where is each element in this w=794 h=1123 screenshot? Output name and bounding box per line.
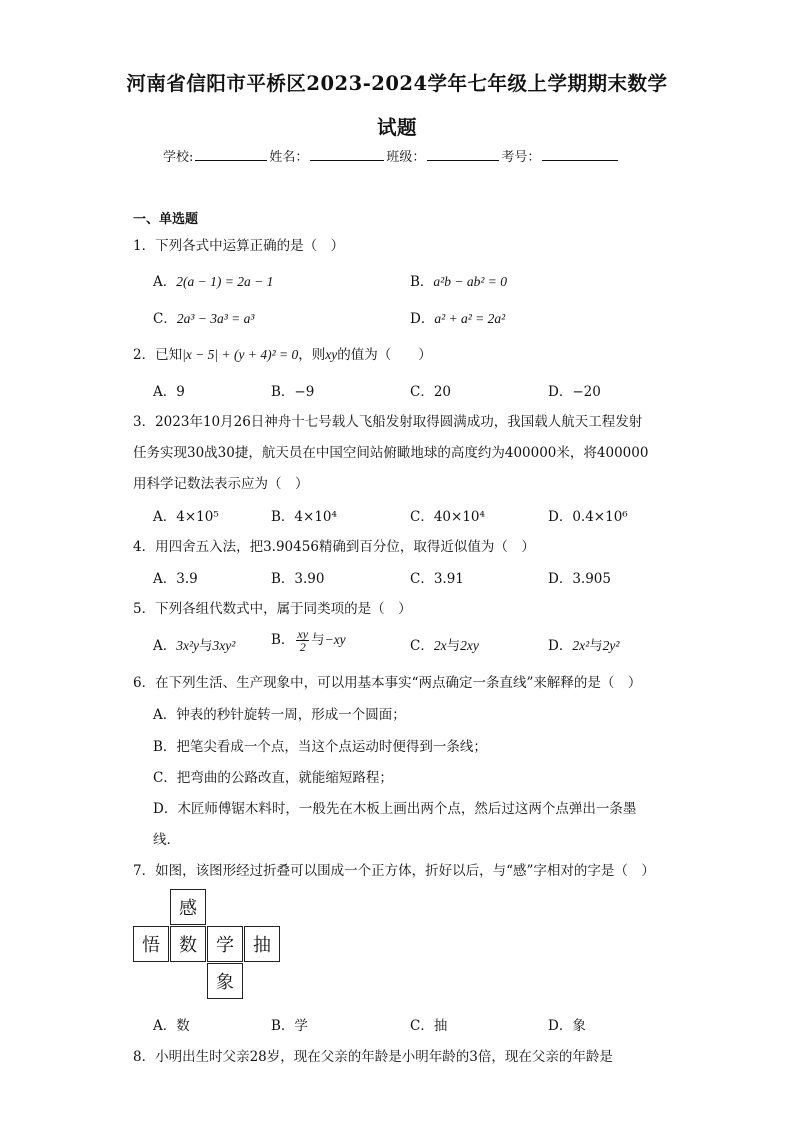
net-cell-xue: 学	[207, 926, 243, 962]
q2-stem: 2．已知|x − 5| + (y + 4)² = 0，则xy的值为（ ）	[133, 347, 432, 363]
net-cell-wu: 悟	[133, 926, 169, 962]
q7-option-d: D．象	[548, 1018, 586, 1034]
school-blank[interactable]	[195, 147, 267, 161]
q5-option-d: D．2x²与2y²	[548, 638, 620, 654]
q5-stem: 5．下列各组代数式中，属于同类项的是（ ）	[133, 601, 412, 617]
q7-stem: 7．如图，该图形经过折叠可以围成一个正方体，折好以后，与“感”字相对的字是（ ）	[133, 863, 655, 879]
name-blank[interactable]	[310, 147, 384, 161]
q4-option-d: D．3.905	[548, 571, 611, 587]
exam-title-line2: 试题	[376, 116, 417, 139]
q6-option-c: C．把弯曲的公路改直，就能缩短路程；	[153, 770, 393, 786]
q1-stem: 1．下列各式中运算正确的是（ ）	[133, 238, 345, 254]
q4-stem: 4．用四舍五入法，把3.90456精确到百分位，取得近似值为（ ）	[133, 539, 535, 555]
q6-option-d-line2: 线．	[153, 832, 180, 848]
q8-stem: 8．小明出生时父亲28岁，现在父亲的年龄是小明年龄的3倍，现在父亲的年龄是	[133, 1049, 613, 1065]
q1-option-b: B．a²b − ab² = 0	[410, 274, 507, 290]
q1-option-d: D．a² + a² = 2a²	[410, 311, 506, 327]
q6-option-b: B．把笔尖看成一个点，当这个点运动时便得到一条线；	[153, 739, 487, 755]
q3-line2: 任务实现30战30捷，航天员在中国空间站俯瞰地球的高度约为400000米，将400000	[133, 445, 649, 461]
q2-option-c: C．20	[410, 384, 452, 400]
name-label: 姓名：	[269, 150, 309, 165]
q3-option-d: D．0.4×10⁶	[548, 509, 628, 525]
school-label: 学校:	[163, 150, 194, 165]
exam-no-blank[interactable]	[542, 147, 618, 161]
q2-option-d: D．−20	[548, 384, 601, 400]
class-label: 班级：	[386, 150, 426, 165]
q6-option-d-line1: D．木匠师傅锯木料时，一般先在木板上画出两个点，然后过这两个点弹出一条墨	[153, 801, 637, 817]
q1-option-c: C．2a³ − 3a³ = a³	[153, 311, 255, 327]
q7-option-b: B．学	[271, 1018, 308, 1034]
q3-line1: 3．2023年10月26日神舟十七号载人飞船发射取得圆满成功，我国载人航天工程发射	[133, 414, 643, 430]
net-cell-shu: 数	[170, 926, 206, 962]
q7-option-c: C．抽	[410, 1018, 448, 1034]
student-info-row	[163, 146, 620, 165]
net-cell-xiang: 象	[207, 963, 243, 999]
net-cell-chou: 抽	[244, 926, 280, 962]
q6-option-a: A．钟表的秒针旋转一周，形成一个圆面；	[153, 707, 406, 723]
q5-option-c: C．2x与2xy	[410, 638, 479, 654]
exam-no-label: 考号：	[501, 150, 541, 165]
q4-option-a: A．3.9	[153, 571, 198, 587]
q3-option-b: B．4×10⁴	[271, 509, 337, 525]
q2-option-b: B．−9	[271, 384, 315, 400]
q3-line3: 用科学记数法表示应为（ ）	[133, 476, 309, 492]
q5-option-a: A．3x²y与3xy²	[153, 638, 236, 654]
q3-option-c: C．40×10⁴	[410, 509, 485, 525]
q7-option-a: A．数	[153, 1018, 190, 1034]
q4-option-b: B．3.90	[271, 571, 325, 587]
q4-option-c: C．3.91	[410, 571, 464, 587]
q5-option-b: B． $\frac{xy}{2}$ 与−xy	[271, 627, 346, 654]
cube-net-figure	[133, 889, 283, 1000]
q6-stem: 6．在下列生活、生产现象中，可以用基本事实“两点确定一条直线”来解释的是（ ）	[133, 675, 642, 691]
q2-option-a: A．9	[153, 384, 185, 400]
exam-title-line1: 河南省信阳市平桥区2023-2024学年七年级上学期期末数学	[126, 72, 668, 95]
q3-option-a: A．4×10⁵	[153, 509, 219, 525]
class-blank[interactable]	[427, 147, 499, 161]
net-cell-gan: 感	[170, 889, 206, 925]
q1-option-a: A．2(a − 1) = 2a − 1	[153, 274, 274, 290]
section-title: 一、单选题	[133, 212, 199, 227]
